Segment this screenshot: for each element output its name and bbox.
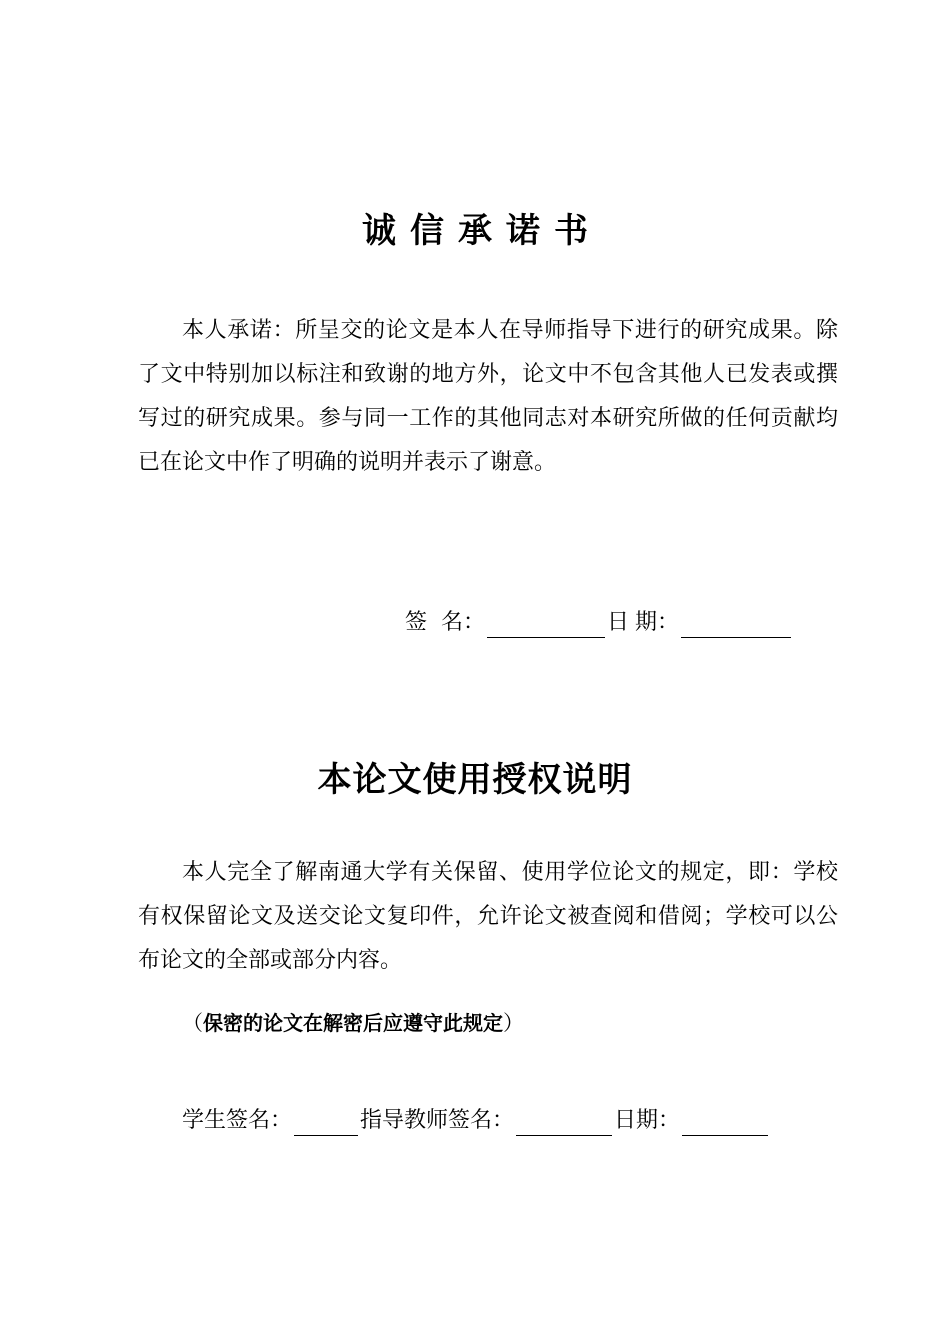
student-sign-label: 学生签名： xyxy=(182,1108,293,1133)
sign-label-char-2: 名： xyxy=(441,610,486,635)
authorization-signature-row xyxy=(182,1106,770,1136)
signature-blank[interactable] xyxy=(487,613,605,638)
note-close-paren: ） xyxy=(503,1011,524,1035)
sign-label-char-1: 签 xyxy=(405,610,428,635)
integrity-pledge-title: 诚信承诺书 xyxy=(362,211,602,251)
integrity-signature-row xyxy=(405,608,793,638)
auth-date-label: 日期： xyxy=(614,1108,681,1133)
advisor-sign-label: 指导教师签名： xyxy=(360,1108,515,1133)
authorization-body: 本人完全了解南通大学有关保留、使用学位论文的规定，即：学校有权保留论文及送交论文复印件，允许论文被查阅和借阅；学校可以公布论文的全部或部分内容。 xyxy=(138,860,838,973)
date-blank[interactable] xyxy=(681,613,791,638)
authorization-title: 本论文使用授权说明 xyxy=(317,760,633,800)
student-signature-blank[interactable] xyxy=(294,1111,358,1136)
date-label-char-2: 期： xyxy=(635,610,680,635)
auth-date-blank[interactable] xyxy=(682,1111,768,1136)
integrity-pledge-body: 本人承诺：所呈交的论文是本人在导师指导下进行的研究成果。除了文中特别加以标注和致谢的地方外，论文中不包含其他人已发表或撰写过的研究成果。参与同一工作的其他同志对本研究所做的任何贡献均已在论文中作了明确的说明并表示了谢意。 xyxy=(138,318,838,475)
date-label-char-1: 日 xyxy=(607,610,630,635)
note-text: 保密的论文在解密后应遵守此规定 xyxy=(203,1011,503,1035)
confidential-note xyxy=(182,1003,524,1043)
note-open-paren: （ xyxy=(182,1011,203,1035)
advisor-signature-blank[interactable] xyxy=(516,1111,612,1136)
